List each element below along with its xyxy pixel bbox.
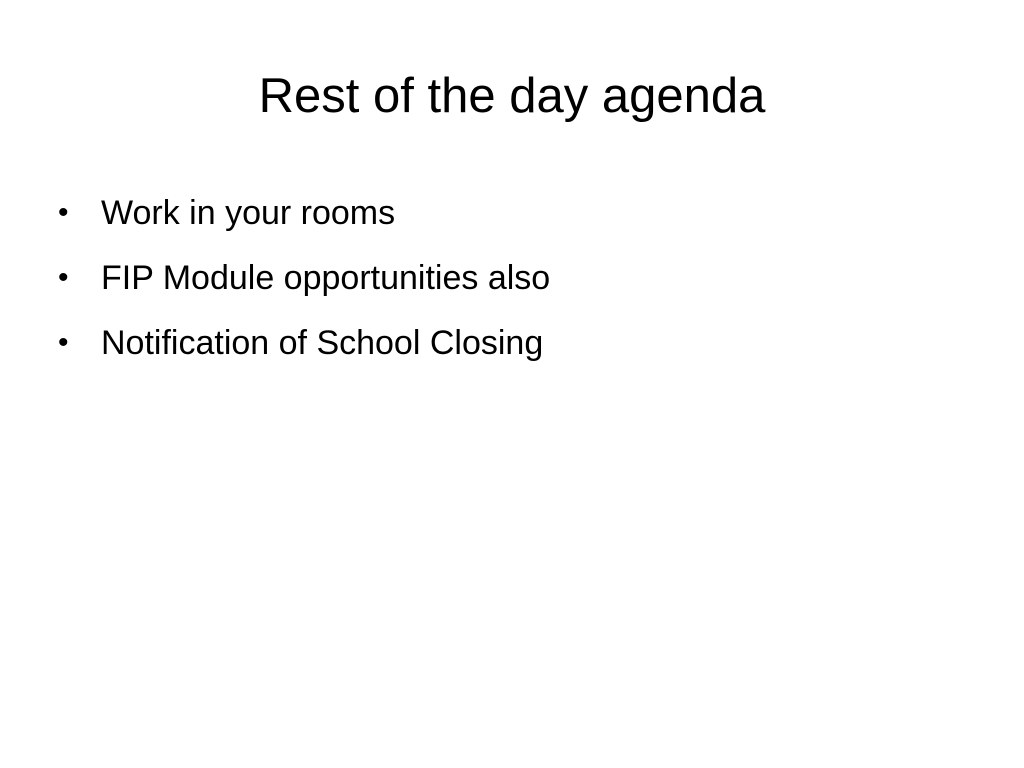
list-item bbox=[58, 252, 550, 317]
list-item bbox=[58, 187, 550, 252]
list-item-text: Work in your rooms bbox=[101, 194, 396, 232]
list-item bbox=[58, 317, 550, 382]
list-item-text: Notification of School Closing bbox=[101, 324, 544, 362]
agenda-list bbox=[58, 187, 550, 382]
bullet-icon: • bbox=[58, 196, 69, 229]
bullet-icon: • bbox=[58, 261, 69, 294]
list-item-text: FIP Module opportunities also bbox=[101, 259, 551, 297]
bullet-icon: • bbox=[58, 326, 69, 359]
slide-title: Rest of the day agenda bbox=[258, 69, 766, 123]
